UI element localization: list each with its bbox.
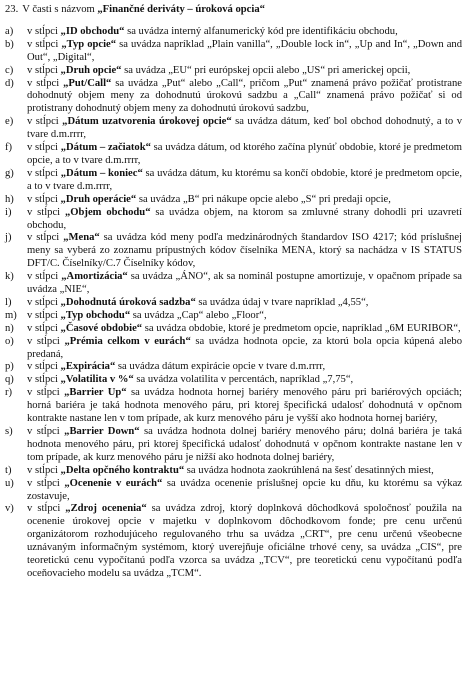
item-text-prefix: v stĺpci bbox=[27, 426, 65, 437]
item-column-name: „Barrier Up“ bbox=[64, 387, 127, 399]
section-heading bbox=[5, 4, 462, 17]
item-column-name: „Typ obchodu“ bbox=[60, 309, 131, 321]
item-label: l) bbox=[5, 296, 12, 308]
item-text bbox=[27, 207, 462, 233]
item-text bbox=[27, 336, 462, 362]
item-text bbox=[27, 465, 462, 478]
list-item bbox=[5, 168, 462, 194]
list-item bbox=[5, 271, 462, 297]
item-text-prefix: v stĺpci bbox=[27, 193, 61, 205]
item-description: sa uvádza objem, na ktorom sa zmluvné strany dohodli pri uzavretí obchodu, bbox=[27, 206, 462, 231]
definition-list bbox=[5, 26, 462, 581]
item-text bbox=[27, 387, 462, 426]
item-label: h) bbox=[5, 193, 14, 205]
item-description: sa uvádza hodnota opcie, za ktorú bola opcia kúpená alebo predaná, bbox=[27, 335, 462, 360]
item-description: sa uvádza volatilita v percentách, napríklad „7,75“, bbox=[133, 374, 354, 386]
item-text-prefix: v stĺpci bbox=[27, 464, 61, 476]
item-text bbox=[27, 65, 462, 78]
list-item bbox=[5, 374, 462, 387]
item-column-name: „Dohodnutá úroková sadzba“ bbox=[60, 296, 196, 308]
list-item bbox=[5, 26, 462, 39]
list-item bbox=[5, 116, 462, 142]
list-item bbox=[5, 387, 462, 426]
item-text-prefix: v stĺpci bbox=[27, 335, 65, 347]
item-text-prefix: v stĺpci bbox=[27, 271, 62, 283]
item-text-prefix: v stĺpci bbox=[27, 206, 65, 218]
item-column-name: „Prémia celkom v eurách“ bbox=[64, 335, 191, 347]
item-text bbox=[27, 39, 462, 65]
item-column-name: „Dátum – začiatok“ bbox=[60, 142, 151, 154]
item-label: a) bbox=[5, 25, 14, 37]
item-column-name: „Mena“ bbox=[63, 232, 100, 244]
item-column-name: „Put/Call“ bbox=[63, 77, 112, 89]
item-description: sa uvádza obdobie, ktoré je predmetom opcie, napríklad „6M EURIBOR“, bbox=[142, 322, 461, 334]
item-column-name: „Časové obdobie“ bbox=[60, 322, 143, 334]
item-text-prefix: v stĺpci bbox=[27, 503, 66, 515]
list-item bbox=[5, 361, 462, 374]
item-text-prefix: v stĺpci bbox=[27, 142, 61, 154]
item-text-prefix: v stĺpci bbox=[27, 77, 64, 89]
list-item bbox=[5, 323, 462, 336]
list-item bbox=[5, 336, 462, 362]
item-text-prefix: v stĺpci bbox=[27, 361, 61, 373]
item-label: d) bbox=[5, 77, 14, 89]
item-column-name: „Amortizácia“ bbox=[61, 271, 128, 283]
item-label: m) bbox=[5, 309, 17, 321]
item-text-prefix: v stĺpci bbox=[27, 232, 64, 244]
item-label: g) bbox=[5, 167, 14, 179]
item-text-prefix: v stĺpci bbox=[27, 116, 63, 128]
item-label: k) bbox=[5, 271, 14, 283]
section-title-name: „Finančné deriváty – úroková opcia“ bbox=[97, 4, 265, 15]
list-item bbox=[5, 232, 462, 271]
item-description: sa uvádza dátum, ku ktorému sa končí obdobie, ktoré je predmetom opcie, a to v tvare d.m.rrrr, bbox=[27, 167, 462, 192]
list-item bbox=[5, 39, 462, 65]
item-column-name: „Dátum uzatvorenia úrokovej opcie“ bbox=[62, 116, 232, 128]
item-text bbox=[27, 78, 462, 117]
item-column-name: „Barrier Down“ bbox=[64, 426, 140, 437]
item-description: sa uvádza kód meny podľa medzinárodných štandardov ISO 4217; kód príslušnej meny sa vyberá zo zoznamu prípustných kódov číselníka MENA, ktorý sa nachádza v IS STATUS DFT/C. Číselníky/C.7 Číselníky kódov, bbox=[27, 232, 462, 270]
item-text bbox=[27, 323, 462, 336]
item-text-prefix: v stĺpci bbox=[27, 387, 65, 399]
item-description: sa uvádza ocenenie príslušnej opcie ku dňu, ku ktorému sa výkaz zostavuje, bbox=[27, 477, 462, 502]
item-text bbox=[27, 297, 462, 310]
item-text bbox=[27, 503, 462, 580]
list-item bbox=[5, 207, 462, 233]
list-item bbox=[5, 478, 462, 504]
item-column-name: „ID obchodu“ bbox=[60, 25, 125, 37]
item-description: sa uvádza dátum expirácie opcie v tvare d.m.rrrr, bbox=[115, 361, 326, 373]
item-label: o) bbox=[5, 335, 14, 347]
item-text bbox=[27, 26, 462, 39]
item-label: f) bbox=[5, 142, 13, 154]
item-text bbox=[27, 426, 462, 465]
item-text bbox=[27, 374, 462, 387]
item-text bbox=[27, 142, 462, 168]
list-item bbox=[5, 194, 462, 207]
item-column-name: „Objem obchodu“ bbox=[64, 206, 151, 218]
item-text-prefix: v stĺpci bbox=[27, 38, 62, 50]
item-description: sa uvádza „ÁNO“, ak sa nominál postupne amortizuje, v opačnom prípade sa uvádza „NIE“, bbox=[27, 271, 462, 296]
item-description: sa uvádza zdroj, ktorý doplnková dôchodková spoločnosť použila na ocenenie úrokovej opcie v majetku v doplnkovom dôchodkovom fonde; pre cenu určenú organizátorom rozhodujúceho regulovaného trhu sa uvádza „CRT“, pre cenu určenú všeobecne uznávaným informačným systémom, ktorý uverejňuje oficiálne trhové ceny, sa uvádza „CIS“, pre teoretickú cenu vypočítanú podľa vzorca sa uvádza „TCV“, pre teoretickú cenu vypočítanú podľa oceňovacieho modelu sa uvádza „TCM“. bbox=[27, 503, 462, 579]
item-label: q) bbox=[5, 374, 14, 386]
item-text-prefix: v stĺpci bbox=[27, 322, 61, 334]
item-text-prefix: v stĺpci bbox=[27, 296, 61, 308]
item-text-prefix: v stĺpci bbox=[27, 25, 61, 37]
item-column-name: „Volatilita v %“ bbox=[60, 374, 134, 386]
item-description: sa uvádza „Put“ alebo „Call“, pričom „Put“ znamená právo požičať protistrane dohodnutý objem meny za dohodnutú úrokovú sadzbu a „Call“ znamená právo požičať si od protistrany dohodnutý objem meny za dohodnutú úrokovú sadzbu, bbox=[27, 77, 463, 115]
item-label: j) bbox=[5, 232, 12, 244]
item-text bbox=[27, 478, 462, 504]
item-description: sa uvádza dátum, keď bol obchod dohodnutý, a to v tvare d.m.rrrr, bbox=[27, 116, 462, 141]
item-text bbox=[27, 310, 462, 323]
item-text bbox=[27, 271, 462, 297]
item-text bbox=[27, 168, 462, 194]
item-label: i) bbox=[5, 206, 12, 218]
item-text-prefix: v stĺpci bbox=[27, 477, 65, 489]
section-title-prefix: V časti s názvom bbox=[22, 4, 98, 15]
item-description: sa uvádza hodnota dolnej bariéry menového páru; dolná bariéra je taká hodnota menového páru, pri ktorej špecifická udalosť dohodnutá v opčnom kontrakte nastane len v tom prípade, ak kurz menového páru je nižší ako hodnota dolnej bariéry, bbox=[27, 426, 463, 463]
list-item bbox=[5, 297, 462, 310]
list-item bbox=[5, 65, 462, 78]
item-text bbox=[27, 361, 462, 374]
item-label: t) bbox=[5, 464, 12, 476]
section-number: 23. bbox=[5, 4, 19, 15]
item-column-name: „Ocenenie v eurách“ bbox=[64, 477, 163, 489]
item-description: sa uvádza „B“ pri nákupe opcie alebo „S“ pri predaji opcie, bbox=[136, 193, 391, 205]
item-column-name: „Expirácia“ bbox=[60, 361, 116, 373]
item-label: c) bbox=[5, 64, 14, 76]
item-label: n) bbox=[5, 322, 14, 334]
item-column-name: „Delta opčného kontraktu“ bbox=[60, 464, 185, 476]
item-column-name: „Zdroj ocenenia“ bbox=[65, 503, 147, 515]
item-column-name: „Druh opcie“ bbox=[60, 64, 122, 76]
item-column-name: „Druh operácie“ bbox=[60, 193, 137, 205]
item-text bbox=[27, 232, 462, 271]
item-description: sa uvádza „Cap“ alebo „Floor“, bbox=[130, 309, 267, 321]
item-text-prefix: v stĺpci bbox=[27, 167, 61, 179]
item-description: sa uvádza interný alfanumerický kód pre identifikáciu obchodu, bbox=[124, 25, 398, 37]
item-text-prefix: v stĺpci bbox=[27, 309, 61, 321]
item-description: sa uvádza napríklad „Plain vanilla“, „Double lock in“, „Up and In“, „Down and Out“, „Digital“, bbox=[27, 38, 462, 63]
item-label: s) bbox=[5, 426, 13, 437]
list-item bbox=[5, 503, 462, 580]
item-text-prefix: v stĺpci bbox=[27, 64, 61, 76]
item-label: v) bbox=[5, 503, 14, 515]
list-item bbox=[5, 142, 462, 168]
item-text bbox=[27, 194, 462, 207]
item-column-name: „Typ opcie“ bbox=[61, 38, 117, 50]
item-description: sa uvádza dátum, od ktorého začína plynúť obdobie, ktoré je predmetom opcie, a to v tvare d.m.rrrr, bbox=[27, 142, 462, 166]
item-description: sa uvádza hodnota zaokrúhlená na šesť desatinných miest, bbox=[184, 464, 434, 476]
item-label: u) bbox=[5, 477, 14, 489]
item-description: sa uvádza hodnota hornej bariéry menového páru pri bariérových opciách; horná bariéra je taká hodnota menového páru, pri ktorej špecifická udalosť dohodnutá v opčnom kontrakte nastane len v tom prípade, ak kurz menového páru je vyšší ako hodnota hornej bariéry, bbox=[27, 387, 462, 425]
item-text bbox=[27, 116, 462, 142]
item-text-prefix: v stĺpci bbox=[27, 374, 61, 386]
item-description: sa uvádza údaj v tvare napríklad „4,55“, bbox=[195, 296, 369, 308]
item-description: sa uvádza „EU“ pri európskej opcii alebo „US“ pri americkej opcii, bbox=[121, 64, 411, 76]
list-item bbox=[5, 465, 462, 478]
item-label: b) bbox=[5, 38, 14, 50]
list-item bbox=[5, 78, 462, 117]
list-item bbox=[5, 426, 462, 465]
item-column-name: „Dátum – koniec“ bbox=[60, 167, 143, 179]
item-label: p) bbox=[5, 361, 14, 373]
list-item bbox=[5, 310, 462, 323]
item-label: r) bbox=[5, 387, 13, 399]
item-label: e) bbox=[5, 116, 14, 128]
